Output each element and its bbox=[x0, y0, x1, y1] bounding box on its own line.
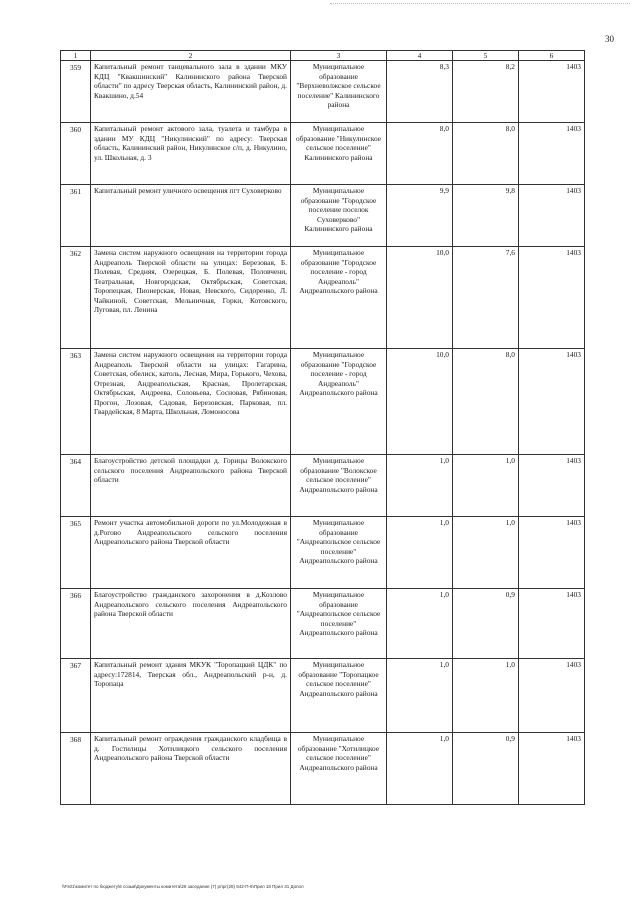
value-col6: 1403 bbox=[519, 659, 585, 733]
header-cell: 3 bbox=[291, 51, 387, 61]
municipality: Муниципальное образование "Никулинское сельское поселение" Калининского района bbox=[291, 123, 387, 185]
value-col6: 1403 bbox=[519, 589, 585, 659]
value-col5: 1,0 bbox=[453, 517, 519, 589]
municipality: Муниципальное образование "Городское поселение - город Андреаполь" Андреапольского района bbox=[291, 349, 387, 455]
value-col5: 8,0 bbox=[453, 123, 519, 185]
value-col6: 1403 bbox=[519, 517, 585, 589]
row-number: 367 bbox=[61, 659, 91, 733]
project-description: Капитальный ремонт уличного освещения пгт Суховерково bbox=[91, 185, 291, 247]
municipality: Муниципальное образование "Андреапольское сельское поселение" Андреапольского района bbox=[291, 589, 387, 659]
table-header-row bbox=[61, 51, 585, 61]
value-col6: 1403 bbox=[519, 733, 585, 805]
project-description: Замена систем наружного освещения на территории города Андреаполь Тверской области на улицах: Гагарина, Советская, обелиск, католь, Лесная, Мира, Горького, Чехова, Отрезная, Андреапольская, Красная, Пролетарская, Октябрьская, Андреева, Соловьева, Сосновая, Рябиновая, Прогон, Лозовая, Садовая, Березовская, Парковая, пл. Гвардейская, 8 Марта, Школьная, Ломоносова bbox=[91, 349, 291, 455]
project-description: Капитальный ремонт здания МКУК "Торопацкий ЦДК" по адресу:172814, Тверская обл., Андреапольский р-н, д. Торопаца bbox=[91, 659, 291, 733]
header-cell: 1 bbox=[61, 51, 91, 61]
row-number: 362 bbox=[61, 247, 91, 349]
row-number: 360 bbox=[61, 123, 91, 185]
row-number: 365 bbox=[61, 517, 91, 589]
header-cell: 5 bbox=[453, 51, 519, 61]
municipality: Муниципальное образование "Хотилицкое сельское поселение" Андреапольского района bbox=[291, 733, 387, 805]
value-col6: 1403 bbox=[519, 349, 585, 455]
header-cell: 6 bbox=[519, 51, 585, 61]
value-col5: 0,9 bbox=[453, 733, 519, 805]
municipality: Муниципальное образование "Торопацкое сельское поселение" Андреапольского района bbox=[291, 659, 387, 733]
table-row bbox=[61, 247, 585, 349]
value-col4: 1,0 bbox=[387, 455, 453, 517]
value-col4: 1,0 bbox=[387, 733, 453, 805]
value-col4: 10,0 bbox=[387, 247, 453, 349]
appropriations-table bbox=[60, 50, 585, 805]
value-col6: 1403 bbox=[519, 185, 585, 247]
table-row bbox=[61, 349, 585, 455]
value-col6: 1403 bbox=[519, 61, 585, 123]
row-number: 364 bbox=[61, 455, 91, 517]
header-cell: 4 bbox=[387, 51, 453, 61]
value-col5: 8,0 bbox=[453, 349, 519, 455]
municipality: Муниципальное образование "Городское поселение поселок Суховерково" Калининского района bbox=[291, 185, 387, 247]
table-row bbox=[61, 185, 585, 247]
value-col4: 1,0 bbox=[387, 589, 453, 659]
table-row bbox=[61, 517, 585, 589]
value-col4: 9,9 bbox=[387, 185, 453, 247]
value-col5: 1,0 bbox=[453, 659, 519, 733]
project-description: Замена систем наружного освещения на территории города Андреаполь Тверской области на улицах: Березовая, Б. Полевая, Средняя, Озерецкая, Б. Полевая, Половчени, Театральная, Новгородская, Октябрьская, Советская, Торопецкая, Пионерская, Новая, Невского, Сидоренко, Л. Чайкиной, Советская, Мельничная, Горки, Котовского, Луговая, пл. Ленина bbox=[91, 247, 291, 349]
project-description: Благоустройство гражданского захоронения в д.Козлово Андреапольского сельского поселения Андреапольского района Тверской области bbox=[91, 589, 291, 659]
value-col6: 1403 bbox=[519, 123, 585, 185]
value-col6: 1403 bbox=[519, 455, 585, 517]
value-col4: 1,0 bbox=[387, 659, 453, 733]
value-col6: 1403 bbox=[519, 247, 585, 349]
value-col5: 0,9 bbox=[453, 589, 519, 659]
municipality: Муниципальное образование "Андреапольское сельское поселение" Андреапольского района bbox=[291, 517, 387, 589]
footer-file-path: \\Fs01\комитет по бюджету\6 созыв\Документы комитета\26 заседание (7) рг\рг(28) 542-П-6\Прил 18 Прил 31 Допол bbox=[62, 884, 304, 889]
header-cell: 2 bbox=[91, 51, 291, 61]
value-col4: 10,0 bbox=[387, 349, 453, 455]
project-description: Капитальный ремонт ограждения гражданского кладбища в д. Гостилицы Хотилицкого сельского поселения Андреапольского района Тверской области bbox=[91, 733, 291, 805]
value-col5: 1,0 bbox=[453, 455, 519, 517]
table-row bbox=[61, 589, 585, 659]
municipality: Муниципальное образование "Городское поселение - город Андреаполь" Андреапольского района bbox=[291, 247, 387, 349]
municipality: Муниципальное образование "Волокское сельское поселение" Андреапольского района bbox=[291, 455, 387, 517]
value-col5: 7,6 bbox=[453, 247, 519, 349]
project-description: Капитальный ремонт актового зала, туалета и тамбура в здании МУ КДЦ "Никулинский" по адресу: Тверская область, Калининский район, Никулинское с/п, д. Никулино, ул. Школьная, д. 3 bbox=[91, 123, 291, 185]
project-description: Благоустройство детской площадки д. Горицы Волокского сельского поселения Андреапольского района Тверской области bbox=[91, 455, 291, 517]
scan-artifact-line bbox=[330, 3, 630, 5]
row-number: 363 bbox=[61, 349, 91, 455]
row-number: 366 bbox=[61, 589, 91, 659]
project-description: Капитальный ремонт танцевального зала в здании МКУ КДЦ "Квакшинский" Калининского района Тверской области" по адресу Тверская область, Калининский район, д. Квакшино, д.54 bbox=[91, 61, 291, 123]
value-col4: 8,0 bbox=[387, 123, 453, 185]
value-col5: 9,8 bbox=[453, 185, 519, 247]
row-number: 368 bbox=[61, 733, 91, 805]
row-number: 361 bbox=[61, 185, 91, 247]
row-number: 359 bbox=[61, 61, 91, 123]
value-col4: 8,3 bbox=[387, 61, 453, 123]
table-row bbox=[61, 455, 585, 517]
table-row bbox=[61, 733, 585, 805]
value-col5: 8,2 bbox=[453, 61, 519, 123]
page-number: 30 bbox=[605, 34, 614, 44]
table-row bbox=[61, 123, 585, 185]
table-row bbox=[61, 659, 585, 733]
value-col4: 1,0 bbox=[387, 517, 453, 589]
municipality: Муниципальное образование "Верхневолжское сельское поселение" Калининского района bbox=[291, 61, 387, 123]
table-row bbox=[61, 61, 585, 123]
project-description: Ремонт участка автомобильной дороги по ул.Молодежная в д.Рогово Андреапольского сельского поселения Андреапольского района Тверской области bbox=[91, 517, 291, 589]
